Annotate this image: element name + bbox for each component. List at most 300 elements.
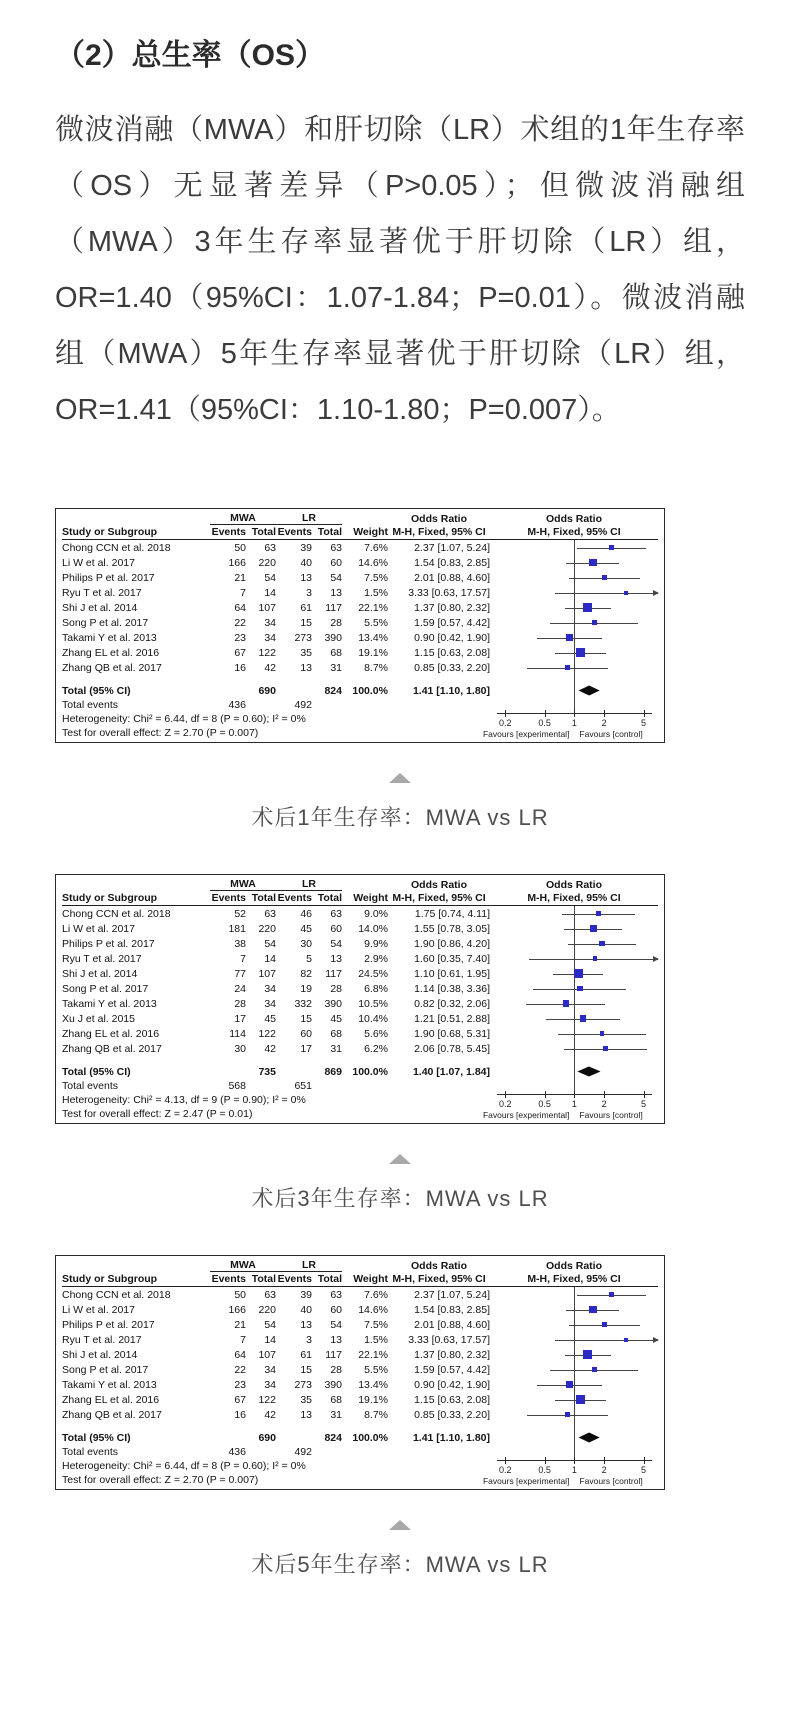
mwa-events: 52 xyxy=(234,907,246,920)
or-point-marker xyxy=(596,911,602,917)
mwa-total: 107 xyxy=(258,601,276,614)
favours-right-label: Favours [control] xyxy=(579,729,643,739)
mwa-total: 34 xyxy=(264,1378,276,1391)
odds-ratio-header: Odds Ratio xyxy=(410,1259,467,1272)
mwa-events: 50 xyxy=(234,541,246,554)
plot-header-groups xyxy=(62,512,658,525)
ci-plot-cell xyxy=(490,645,658,660)
lr-total: 54 xyxy=(330,571,342,584)
heterogeneity-text: Heterogeneity: Chi² = 6.44, df = 8 (P = 0.60); I² = 0% xyxy=(62,713,306,725)
plot-footer xyxy=(62,1430,658,1487)
ci-plot-cell xyxy=(490,600,658,615)
total-label: Total (95% CI) xyxy=(62,1431,131,1444)
or-ci-text: 3.33 [0.63, 17.57] xyxy=(408,1333,490,1346)
lr-total: 63 xyxy=(330,907,342,920)
study-row xyxy=(62,1377,658,1392)
ci-plot-cell xyxy=(490,1377,658,1392)
x-axis xyxy=(482,709,658,743)
or-ci-text: 1.90 [0.68, 5.31] xyxy=(414,1027,490,1040)
lr-events: 13 xyxy=(300,661,312,674)
mwa-total: 63 xyxy=(264,541,276,554)
lr-total: 54 xyxy=(330,937,342,950)
axis-tick-label: 0.2 xyxy=(499,1099,512,1109)
ci-plot-cell xyxy=(490,1430,658,1445)
mwa-total: 54 xyxy=(264,1318,276,1331)
or-point-marker xyxy=(602,575,607,580)
ci-plot-cell xyxy=(490,906,658,921)
lr-events: 40 xyxy=(300,556,312,569)
group2-header: LR xyxy=(276,1259,342,1272)
mwa-total: 122 xyxy=(258,1393,276,1406)
or-point-marker xyxy=(592,1367,597,1372)
plot-header-columns xyxy=(62,525,658,540)
or-point-marker xyxy=(589,1306,596,1313)
study-row xyxy=(62,645,658,660)
study-row xyxy=(62,1332,658,1347)
figure-caption-block-1 xyxy=(55,773,745,832)
ci-plot-cell xyxy=(490,1317,658,1332)
mwa-events: 28 xyxy=(234,997,246,1010)
lr-grand-total: 824 xyxy=(324,1431,342,1444)
mwa-events: 166 xyxy=(228,556,246,569)
axis-tick-label: 0.2 xyxy=(499,718,512,728)
ci-arrow-right xyxy=(653,956,659,962)
study-name: Song P et al. 2017 xyxy=(62,982,149,995)
weight-value: 7.6% xyxy=(364,541,388,554)
lr-grand-total: 869 xyxy=(324,1065,342,1078)
or-point-marker xyxy=(609,545,614,550)
study-row xyxy=(62,936,658,951)
mwa-events: 17 xyxy=(234,1012,246,1025)
mwa-events: 67 xyxy=(234,1393,246,1406)
study-row xyxy=(62,1317,658,1332)
ci-arrow-right xyxy=(653,590,659,596)
study-row xyxy=(62,540,658,555)
study-name: Philips P et al. 2017 xyxy=(62,571,155,584)
or-point-marker xyxy=(583,603,592,612)
blank-row xyxy=(62,1422,658,1430)
lr-events: 61 xyxy=(300,1348,312,1361)
weight-value: 22.1% xyxy=(358,1348,388,1361)
weight-value: 13.4% xyxy=(358,1378,388,1391)
weight-value: 14.0% xyxy=(358,922,388,935)
axis-tick xyxy=(505,1091,506,1098)
or-ci-text: 2.01 [0.88, 4.60] xyxy=(414,1318,490,1331)
ci-plot-cell xyxy=(490,1362,658,1377)
study-row xyxy=(62,1347,658,1362)
lr-events: 3 xyxy=(306,1333,312,1346)
mwa-events: 21 xyxy=(234,571,246,584)
weight-value: 10.5% xyxy=(358,997,388,1010)
study-row xyxy=(62,570,658,585)
figure-caption-2: 术后3年生存率：MWA vs LR xyxy=(251,1186,549,1211)
study-name: Song P et al. 2017 xyxy=(62,616,149,629)
mwa-events: 64 xyxy=(234,601,246,614)
lr-total: 60 xyxy=(330,1303,342,1316)
plot-header-columns xyxy=(62,1272,658,1287)
method-plot-header: M-H, Fixed, 95% CI xyxy=(527,526,621,538)
ci-plot-cell xyxy=(490,615,658,630)
weight-value: 14.6% xyxy=(358,1303,388,1316)
axis-tick xyxy=(644,1091,645,1098)
group1-header: MWA xyxy=(210,1259,276,1272)
lr-total: 117 xyxy=(325,601,342,614)
lr-events: 35 xyxy=(300,1393,312,1406)
study-row xyxy=(62,1407,658,1422)
mwa-total: 107 xyxy=(258,967,276,980)
axis-tick-label: 5 xyxy=(641,1465,647,1475)
group2-header: LR xyxy=(276,512,342,525)
collapse-triangle-icon[interactable] xyxy=(389,773,411,783)
ci-plot-cell xyxy=(490,1407,658,1422)
lr-events-header: Events xyxy=(277,892,312,904)
axis-tick xyxy=(505,1457,506,1464)
or-point-marker xyxy=(576,1395,584,1403)
study-name: Li W et al. 2017 xyxy=(62,922,135,935)
weight-value: 14.6% xyxy=(358,556,388,569)
mwa-total: 54 xyxy=(264,937,276,950)
odds-ratio-header: Odds Ratio xyxy=(410,878,467,891)
mwa-events-header: Events xyxy=(211,892,246,904)
mwa-total: 14 xyxy=(264,586,276,599)
lr-total: 117 xyxy=(325,1348,342,1361)
heterogeneity-text: Heterogeneity: Chi² = 6.44, df = 8 (P = 0.60); I² = 0% xyxy=(62,1460,306,1472)
figure-caption-block-3 xyxy=(55,1520,745,1579)
or-ci-text: 1.60 [0.35, 7.40] xyxy=(414,952,490,965)
mwa-events: 38 xyxy=(234,937,246,950)
lr-events: 17 xyxy=(300,1042,312,1055)
total-events-label: Total events xyxy=(62,1446,119,1458)
mwa-total: 63 xyxy=(264,1288,276,1301)
odds-ratio-plot-header: Odds Ratio xyxy=(545,1259,602,1272)
weight-value: 10.4% xyxy=(358,1012,388,1025)
axis-tick xyxy=(545,1091,546,1098)
ci-plot-cell xyxy=(490,1041,658,1056)
weight-value: 22.1% xyxy=(358,601,388,614)
axis-tick-label: 0.5 xyxy=(538,718,551,728)
weight-value: 2.9% xyxy=(364,952,388,965)
mwa-total: 14 xyxy=(264,1333,276,1346)
lr-total: 68 xyxy=(330,646,342,659)
or-point-marker xyxy=(576,648,584,656)
total-events-label: Total events xyxy=(62,699,119,711)
study-name: Li W et al. 2017 xyxy=(62,1303,135,1316)
forest-plot-figure-1year xyxy=(55,508,745,743)
study-row xyxy=(62,630,658,645)
study-row xyxy=(62,615,658,630)
or-ci-text: 1.54 [0.83, 2.85] xyxy=(414,556,490,569)
mwa-total-events: 436 xyxy=(228,1446,246,1458)
study-name: Chong CCN et al. 2018 xyxy=(62,1288,171,1301)
ci-plot-cell xyxy=(490,570,658,585)
axis-tick-label: 1 xyxy=(571,718,577,728)
study-row xyxy=(62,966,658,981)
or-ci-text: 1.90 [0.86, 4.20] xyxy=(414,937,490,950)
lr-events: 15 xyxy=(300,616,312,629)
lr-total: 31 xyxy=(330,661,342,674)
weight-header: Weight xyxy=(353,892,388,904)
ci-plot-cell xyxy=(490,951,658,966)
lr-events: 5 xyxy=(306,952,312,965)
or-ci-text: 1.37 [0.80, 2.32] xyxy=(414,601,490,614)
study-row xyxy=(62,1362,658,1377)
study-name: Shi J et al. 2014 xyxy=(62,1348,138,1361)
axis-tick-label: 5 xyxy=(641,718,647,728)
lr-total-header: Total xyxy=(317,526,342,538)
study-name: Xu J et al. 2015 xyxy=(62,1012,135,1025)
lr-total: 68 xyxy=(330,1393,342,1406)
odds-ratio-plot-header: Odds Ratio xyxy=(545,878,602,891)
ci-plot-cell xyxy=(490,585,658,600)
method-header: M-H, Fixed, 95% CI xyxy=(392,1273,486,1285)
lr-events: 19 xyxy=(300,982,312,995)
ci-plot-cell xyxy=(490,1287,658,1302)
mwa-events: 7 xyxy=(240,1333,246,1346)
or-point-marker xyxy=(602,1322,607,1327)
weight-value: 5.5% xyxy=(364,1363,388,1376)
or-ci-text: 2.37 [1.07, 5.24] xyxy=(414,541,490,554)
ci-plot-cell xyxy=(490,1064,658,1079)
lr-total: 390 xyxy=(324,1378,342,1391)
or-point-marker xyxy=(563,1000,569,1006)
or-ci-text: 0.90 [0.42, 1.90] xyxy=(414,631,490,644)
axis-tick-label: 1 xyxy=(571,1099,577,1109)
mwa-events: 30 xyxy=(234,1042,246,1055)
lr-total: 60 xyxy=(330,556,342,569)
or-ci-text: 1.14 [0.38, 3.36] xyxy=(414,982,490,995)
lr-events: 13 xyxy=(300,1318,312,1331)
mwa-total: 107 xyxy=(258,1348,276,1361)
study-name: Chong CCN et al. 2018 xyxy=(62,907,171,920)
mwa-total-events: 436 xyxy=(228,699,246,711)
study-name: Zhang EL et al. 2016 xyxy=(62,646,160,659)
blank-row xyxy=(62,1056,658,1064)
or-ci-text: 1.37 [0.80, 2.32] xyxy=(414,1348,490,1361)
lr-total: 390 xyxy=(324,631,342,644)
weight-value: 19.1% xyxy=(358,646,388,659)
mwa-total-events: 568 xyxy=(228,1080,246,1092)
mwa-total: 34 xyxy=(264,631,276,644)
axis-tick-label: 0.5 xyxy=(538,1465,551,1475)
total-row xyxy=(62,1430,658,1445)
collapse-triangle-icon[interactable] xyxy=(389,1154,411,1164)
lr-total-events: 492 xyxy=(294,1446,312,1458)
group1-header: MWA xyxy=(210,512,276,525)
mwa-events: 166 xyxy=(228,1303,246,1316)
mwa-total: 220 xyxy=(258,1303,276,1316)
weight-value: 24.5% xyxy=(358,967,388,980)
ci-plot-cell xyxy=(490,921,658,936)
forest-plot-figure-5year xyxy=(55,1255,745,1490)
forest-plot-5year-os xyxy=(55,1255,665,1490)
lr-total: 390 xyxy=(324,997,342,1010)
forest-plot-3year-os xyxy=(55,874,665,1124)
mwa-events: 114 xyxy=(229,1027,246,1040)
axis-tick xyxy=(545,1457,546,1464)
lr-total-header: Total xyxy=(317,892,342,904)
lr-total: 63 xyxy=(330,1288,342,1301)
study-row xyxy=(62,1287,658,1302)
ci-plot-cell xyxy=(490,1347,658,1362)
no-effect-line xyxy=(574,1056,575,1064)
study-row xyxy=(62,951,658,966)
study-row xyxy=(62,906,658,921)
odds-ratio-plot-header: Odds Ratio xyxy=(545,512,602,525)
study-name: Takami Y et al. 2013 xyxy=(62,1378,157,1391)
mwa-events-header: Events xyxy=(211,526,246,538)
mwa-events: 23 xyxy=(234,1378,246,1391)
total-weight: 100.0% xyxy=(352,684,388,697)
study-name: Zhang QB et al. 2017 xyxy=(62,1042,162,1055)
no-effect-line xyxy=(574,1287,575,1302)
study-row xyxy=(62,1026,658,1041)
axis-tick xyxy=(644,1457,645,1464)
plot-footer xyxy=(62,1064,658,1121)
mwa-total: 54 xyxy=(264,571,276,584)
study-name: Li W et al. 2017 xyxy=(62,556,135,569)
figure-caption-block-2 xyxy=(55,1154,745,1213)
lr-events: 15 xyxy=(300,1363,312,1376)
total-or-ci-text: 1.41 [1.10, 1.80] xyxy=(412,684,490,697)
or-ci-text: 1.54 [0.83, 2.85] xyxy=(414,1303,490,1316)
mwa-total: 42 xyxy=(264,661,276,674)
study-row xyxy=(62,981,658,996)
total-or-ci-text: 1.41 [1.10, 1.80] xyxy=(412,1431,490,1444)
or-point-marker xyxy=(565,1412,571,1418)
mwa-total: 122 xyxy=(258,1027,276,1040)
ci-plot-cell xyxy=(490,675,658,683)
lr-total: 31 xyxy=(330,1408,342,1421)
mwa-total: 34 xyxy=(264,982,276,995)
axis-tick xyxy=(574,1091,575,1098)
weight-value: 6.2% xyxy=(364,1042,388,1055)
study-row xyxy=(62,660,658,675)
study-row xyxy=(62,1041,658,1056)
ci-line xyxy=(555,1340,658,1341)
collapse-triangle-icon[interactable] xyxy=(389,1520,411,1530)
lr-events: 39 xyxy=(300,1288,312,1301)
weight-value: 6.8% xyxy=(364,982,388,995)
weight-value: 9.9% xyxy=(364,937,388,950)
mwa-total: 220 xyxy=(258,922,276,935)
lr-total: 28 xyxy=(330,1363,342,1376)
or-ci-text: 2.37 [1.07, 5.24] xyxy=(414,1288,490,1301)
or-point-marker xyxy=(600,1031,605,1036)
plot-header-groups xyxy=(62,1259,658,1272)
study-name: Philips P et al. 2017 xyxy=(62,937,155,950)
or-point-marker xyxy=(574,969,584,979)
lr-events: 332 xyxy=(294,997,312,1010)
total-or-ci-text: 1.40 [1.07, 1.84] xyxy=(412,1065,490,1078)
study-row xyxy=(62,555,658,570)
favours-right-label: Favours [control] xyxy=(579,1476,643,1486)
lr-grand-total: 824 xyxy=(324,684,342,697)
group2-header: LR xyxy=(276,878,342,891)
lr-total: 13 xyxy=(330,1333,342,1346)
or-point-marker xyxy=(609,1292,614,1297)
no-effect-line xyxy=(574,1422,575,1430)
or-ci-text: 0.85 [0.33, 2.20] xyxy=(414,1408,490,1421)
axis-tick xyxy=(604,1457,605,1464)
total-weight: 100.0% xyxy=(352,1065,388,1078)
study-name: Takami Y et al. 2013 xyxy=(62,997,157,1010)
or-ci-text: 1.15 [0.63, 2.08] xyxy=(414,1393,490,1406)
or-point-marker xyxy=(590,925,597,932)
weight-value: 5.5% xyxy=(364,616,388,629)
or-ci-text: 1.10 [0.61, 1.95] xyxy=(414,967,490,980)
study-name: Ryu T et al. 2017 xyxy=(62,1333,142,1346)
lr-total: 28 xyxy=(330,982,342,995)
axis-tick-label: 2 xyxy=(601,1099,607,1109)
method-header: M-H, Fixed, 95% CI xyxy=(392,526,486,538)
lr-total-events: 651 xyxy=(294,1080,312,1092)
study-name: Chong CCN et al. 2018 xyxy=(62,541,171,554)
odds-ratio-header: Odds Ratio xyxy=(410,512,467,525)
mwa-events: 77 xyxy=(234,967,246,980)
body-paragraph: 微波消融（MWA）和肝切除（LR）术组的1年生存率（OS）无显著差异（P>0.05）；但微波消融组（MWA）3年生存率显著优于肝切除（LR）组，OR=1.40（95%CI：1.07-1.84；P=0.01）。微波消融组（MWA）5年生存率显著优于肝切除（LR）组，OR=1.41（95%CI：1.10-1.80；P=0.007）。 xyxy=(55,114,745,426)
study-row xyxy=(62,996,658,1011)
ci-plot-cell xyxy=(490,1026,658,1041)
lr-events-header: Events xyxy=(277,526,312,538)
group1-header: MWA xyxy=(210,878,276,891)
study-row xyxy=(62,1392,658,1407)
pooled-effect-diamond xyxy=(490,1064,658,1079)
lr-events: 13 xyxy=(300,1408,312,1421)
weight-value: 13.4% xyxy=(358,631,388,644)
ci-plot-cell xyxy=(490,1302,658,1317)
lr-total: 54 xyxy=(330,1318,342,1331)
mwa-total: 122 xyxy=(258,646,276,659)
study-name: Ryu T et al. 2017 xyxy=(62,952,142,965)
lr-events-header: Events xyxy=(277,1273,312,1285)
ci-plot-cell xyxy=(490,660,658,675)
or-ci-text: 2.06 [0.78, 5.45] xyxy=(414,1042,490,1055)
study-col-header: Study or Subgroup xyxy=(62,1273,158,1285)
no-effect-line xyxy=(574,540,575,555)
ci-arrow-right xyxy=(653,1337,659,1343)
lr-events: 30 xyxy=(300,937,312,950)
lr-events: 60 xyxy=(300,1027,312,1040)
weight-value: 9.0% xyxy=(364,907,388,920)
mwa-total-header: Total xyxy=(251,892,276,904)
mwa-events: 22 xyxy=(234,616,246,629)
lr-total: 63 xyxy=(330,541,342,554)
mwa-total: 63 xyxy=(264,907,276,920)
ci-plot-cell xyxy=(490,1056,658,1064)
mwa-events: 21 xyxy=(234,1318,246,1331)
or-point-marker xyxy=(583,1350,592,1359)
mwa-total: 34 xyxy=(264,616,276,629)
or-ci-text: 1.55 [0.78, 3.05] xyxy=(414,922,490,935)
lr-total-header: Total xyxy=(317,1273,342,1285)
method-plot-header: M-H, Fixed, 95% CI xyxy=(527,892,621,904)
mwa-total: 42 xyxy=(264,1408,276,1421)
or-ci-text: 0.85 [0.33, 2.20] xyxy=(414,661,490,674)
or-ci-text: 3.33 [0.63, 17.57] xyxy=(408,586,490,599)
or-point-marker xyxy=(577,986,582,991)
weight-value: 1.5% xyxy=(364,586,388,599)
mwa-total: 42 xyxy=(264,1042,276,1055)
axis-tick xyxy=(545,710,546,717)
ci-plot-cell xyxy=(490,630,658,645)
axis-tick-label: 2 xyxy=(601,718,607,728)
study-name: Zhang QB et al. 2017 xyxy=(62,1408,162,1421)
mwa-events: 50 xyxy=(234,1288,246,1301)
axis-tick-label: 2 xyxy=(601,1465,607,1475)
blank-row xyxy=(62,675,658,683)
weight-value: 5.6% xyxy=(364,1027,388,1040)
favours-left-label: Favours [experimental] xyxy=(482,1476,570,1486)
